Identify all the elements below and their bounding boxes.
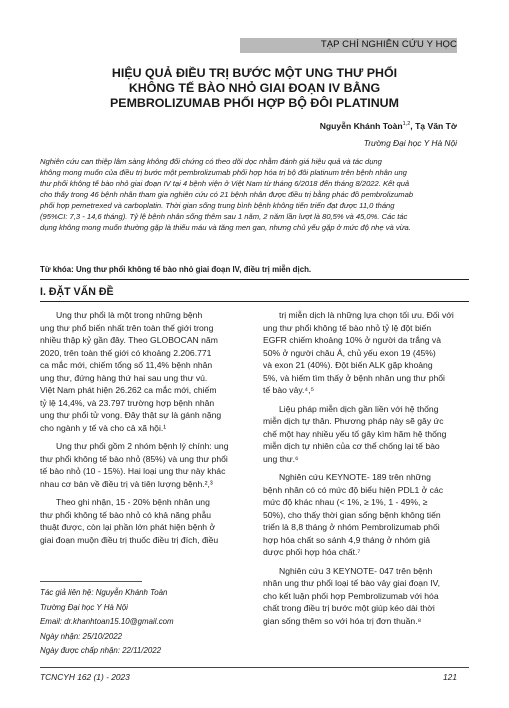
text-line: Nghiên cứu 3 KEYNOTE- 047 trên bệnh — [279, 565, 433, 576]
paragraph — [263, 471, 469, 559]
text-line: tỷ lệ 14,4%, và 23.797 trường hợp bệnh nhân — [40, 397, 215, 408]
text-line: cho ngành y tế và cho cả xã hội.¹ — [40, 422, 167, 433]
abstract-line: Nghiên cứu can thiệp lâm sàng không đối chứng có theo dõi dọc nhằm đánh giá hiệu quả và tác dụng — [40, 157, 382, 166]
abstract-line: (95%CI: 7,3 - 14,6 tháng). Tỷ lệ bệnh nhân sống thêm sau 1 năm, 2 năm lần lượt là 80,5% và 45,0%. Các tác — [40, 212, 408, 221]
text-line: gian sống thêm so với hóa trị đơn thuần.⁸ — [263, 615, 422, 626]
paragraph — [263, 565, 469, 628]
text-line: nhân ung thư phổi loại tế bào vảy giai đoạn IV, — [263, 578, 440, 588]
keywords: Từ khóa: Ung thư phổi không tế bào nhỏ giai đoạn IV, điều trị miễn dịch. — [40, 265, 312, 274]
journal-name: TẠP CHÍ NGHIÊN CỨU Y HỌC — [320, 39, 457, 50]
abstract-line: không mong muốn của điều trị bước một pembrolizumab phối hợp hóa trị bộ đôi platinum trên bệnh nhân ung — [40, 168, 407, 177]
text-line: ung thư phổ biến nhất trên toàn thế giới trong — [40, 322, 214, 333]
text-line: Nghiên cứu KEYNOTE- 189 trên những — [279, 472, 431, 482]
text-line: Ung thư phổi là một trong những bệnh — [56, 310, 203, 320]
text-line: tế bào nhỏ (10 - 15%). Hai loại ung thư này khác — [40, 466, 226, 476]
author-line — [320, 121, 457, 131]
section-title-rule — [40, 301, 469, 302]
abstract-line: phối hợp pemetrexed và carboplatin. Thời gian sống trung bình bệnh không tiến triển đạt được 11,0 tháng — [40, 201, 395, 210]
text-line: tế bào vảy.⁴,⁵ — [263, 385, 315, 395]
text-line: 5%, và hiếm tìm thấy ở bệnh nhân ung thư phổi — [263, 372, 445, 383]
text-line: ca mắc mới, chiếm tổng số 11,4% bệnh nhân — [40, 360, 213, 370]
footer-issue: TCNCYH 162 (1) - 2023 — [40, 672, 130, 682]
text-line: nhiều thập kỷ gần đây. Theo GLOBOCAN năm — [40, 335, 218, 345]
note-received: Ngày nhận: 25/10/2022 — [40, 631, 123, 641]
paragraph — [40, 496, 246, 546]
author-1: Nguyễn Khánh Toàn — [319, 121, 403, 131]
text-line: 50% ở người châu Á, chủ yếu exon 19 (45%) — [263, 347, 436, 358]
text-line: thư phổi không tế bào nhỏ có khả năng phẫu — [40, 509, 212, 520]
text-line: mức độ khác nhau (< 1%, ≥ 1%, 1 - 49%, ≥ — [263, 497, 428, 507]
text-line: dược phối hợp hóa chất.⁷ — [263, 547, 361, 557]
abstract-line: cho thấy trong 46 bệnh nhân tham gia nghiên cứu có 21 bệnh nhân được điều trị bằng phác đồ pembrolizumab — [40, 190, 414, 199]
text-line: Việt Nam phát hiện 26.262 ca mắc mới, chiếm — [40, 385, 217, 395]
text-line: chất trong điều trị bước một giúp kéo dài thời — [263, 603, 435, 613]
notes-rule — [40, 581, 142, 582]
text-line: 50%), cho thấy thời gian sống bệnh không tiến — [263, 509, 441, 520]
text-line: bệnh nhân có có mức độ biểu hiện PDL1 ở các — [263, 484, 444, 495]
paragraph — [263, 403, 469, 466]
text-line: ung thư phổi tử vong. Đây thật sự là gánh nặng — [40, 410, 222, 420]
note-author: Tác giả liên hệ: Nguyễn Khánh Toàn — [40, 588, 168, 597]
text-line: Ung thư phổi gồm 2 nhóm bệnh lý chính: ung — [56, 441, 229, 451]
text-line: miễn dịch tự nhiên của cơ thể chống lại tế bào — [263, 441, 440, 451]
paragraph — [40, 440, 246, 490]
text-line: ung thư phổi không tế bào nhỏ tỷ lệ đột biến — [263, 322, 432, 333]
text-line: cho kết luận phối hợp Pembrolizumab với hóa — [263, 590, 439, 601]
title-line: PEMBROLIZUMAB PHỐI HỢP BỘ ĐÔI PLATINUM — [110, 96, 399, 110]
note-email: Email: dr.khanhtoan15.10@gmail.com — [40, 617, 174, 626]
left-column — [40, 309, 246, 552]
page-number: 121 — [443, 672, 457, 682]
text-line: chế một hay nhiều yếu tố gây kìm hãm hệ thống — [263, 428, 447, 439]
section-title: I. ĐẶT VẤN ĐỀ — [40, 286, 114, 298]
abstract-line: dụng không mong muốn thường gặp là thiếu máu và tăng men gan, nhưng chủ yếu gặp ở mức độ nhẹ và vừa. — [40, 223, 411, 232]
text-line: hợp hóa chất so sánh 4,9 tháng ở nhóm giả — [263, 534, 431, 545]
text-line: trị miễn dịch là những lựa chọn tối ưu. Đối với — [279, 310, 454, 320]
affiliation: Trường Đại học Y Hà Nội — [363, 138, 457, 148]
author-separator: , — [410, 121, 416, 131]
section-rule — [40, 279, 469, 280]
text-line: ung thư.⁶ — [263, 453, 299, 464]
note-affiliation: Trường Đại học Y Hà Nội — [40, 602, 128, 612]
text-line: miễn dịch tự thân. Phương pháp này sẽ gây ức — [263, 416, 444, 426]
right-column — [263, 309, 469, 633]
text-line: thuật được, còn lại phần lớn phát hiện bệnh ở — [40, 522, 216, 532]
text-line: ung thư, đứng hàng thứ hai sau ung thư vú. — [40, 372, 208, 383]
note-accepted: Ngày được chấp nhận: 22/11/2022 — [40, 646, 162, 655]
footer-rule — [40, 667, 469, 668]
text-line: triển là 8,8 tháng ở nhóm Pembrolizumab phối — [263, 522, 440, 532]
abstract — [40, 156, 469, 233]
title-line: HIỆU QUẢ ĐIỀU TRỊ BƯỚC MỘT UNG THƯ PHỔI — [111, 66, 398, 80]
author-2: Tạ Văn Tờ — [415, 121, 457, 131]
text-line: Liệu pháp miễn dịch gần liền với hệ thống — [279, 403, 439, 414]
correspondence-notes — [40, 586, 174, 659]
author-1-mark: 1,2 — [402, 121, 411, 128]
abstract-line: thư phổi không tế bào nhỏ giai đoạn IV tại 4 bệnh viện ở Việt Nam từ tháng 6/2018 đến tháng 8/2022. Kết quả — [40, 179, 410, 188]
text-line: giai đoạn muộn điều trị thuốc điều trị đích, điều — [40, 534, 219, 545]
text-line: thư phổi không tế bào nhỏ (85%) và ung thư phổi — [40, 453, 228, 464]
paragraph — [40, 309, 246, 434]
text-line: và exon 21 (40%). Đột biến ALK gặp khoảng — [263, 360, 433, 370]
article-title — [40, 66, 469, 111]
text-line: 2020, trên toàn thế giới có khoảng 2.206.771 — [40, 347, 212, 358]
text-line: EGFR chiếm khoảng 10% ở người da trắng và — [263, 335, 442, 345]
paragraph — [263, 309, 469, 397]
text-line: nhau cơ bản về điều trị và tiên lượng bệnh.²,³ — [40, 478, 213, 489]
text-line: Theo ghi nhận, 15 - 20% bệnh nhân ung — [56, 497, 210, 507]
title-line: KHÔNG TẾ BÀO NHỎ GIAI ĐOẠN IV BẰNG — [128, 81, 381, 95]
